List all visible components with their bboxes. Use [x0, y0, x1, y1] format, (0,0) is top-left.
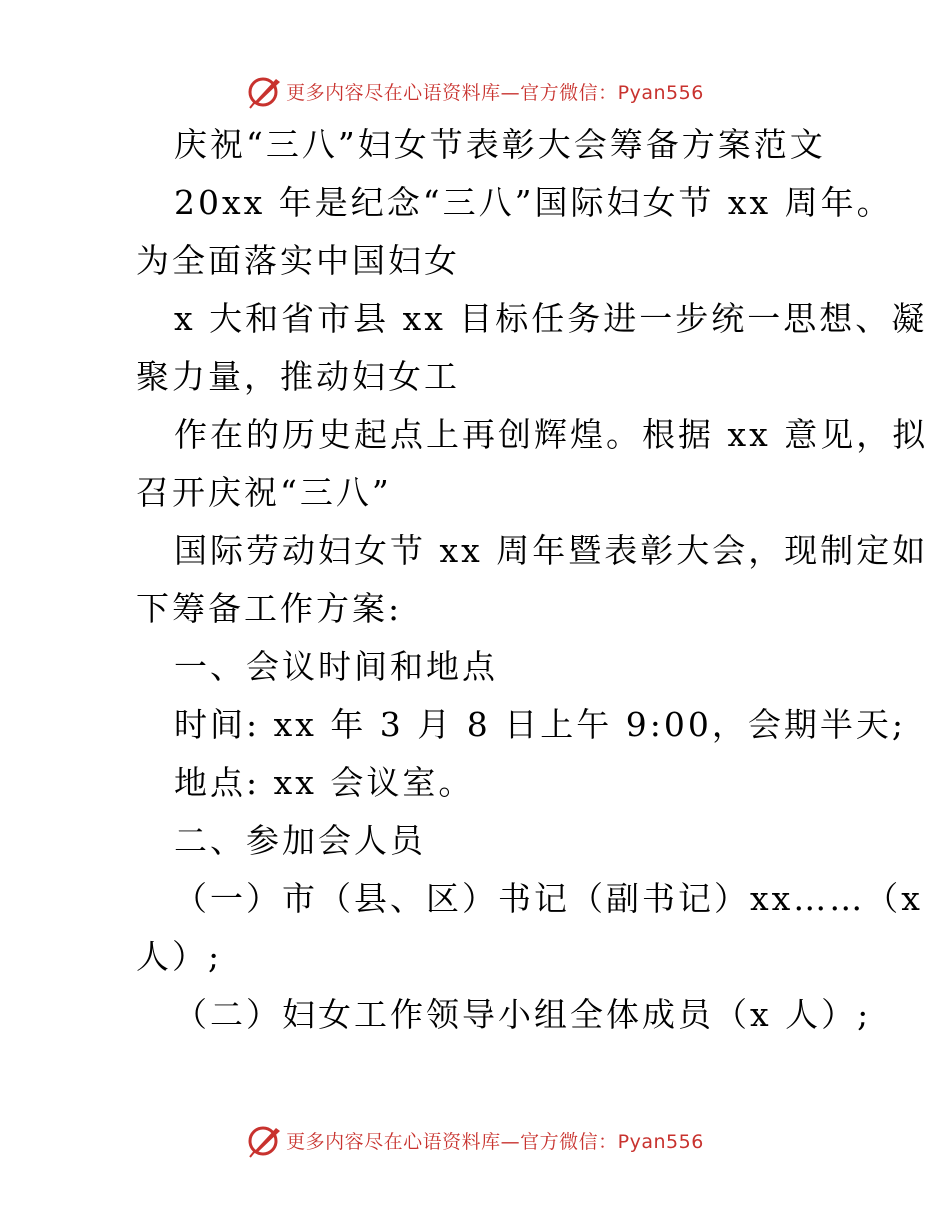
text-line: 人）;	[136, 937, 223, 976]
footer-banner-text: 更多内容尽在心语资料库—官方微信：Pyan556	[286, 1130, 704, 1153]
section-heading: 二、参加会人员	[174, 821, 426, 860]
text-line: 为全面落实中国妇女	[136, 241, 460, 280]
quill-pen-circle-icon	[246, 73, 284, 109]
document-title: 庆祝“三八”妇女节表彰大会筹备方案范文	[174, 125, 826, 164]
text-line: 国际劳动妇女节 xx 周年暨表彰大会，现制定如	[174, 531, 929, 570]
text-line: 时间: xx 年 3 月 8 日上午 9:00，会期半天;	[174, 705, 906, 744]
document-body	[98, 116, 929, 1044]
text-line: 聚力量，推动妇女工	[136, 357, 460, 396]
list-item: （一）市（县、区）书记（副书记）xx……（x	[174, 879, 923, 918]
text-line: 地点: xx 会议室。	[174, 763, 475, 802]
quill-pen-circle-icon	[246, 1122, 284, 1158]
section-heading: 一、会议时间和地点	[174, 647, 498, 686]
text-line: 20xx 年是纪念“三八”国际妇女节 xx 周年。	[174, 183, 893, 222]
text-line: 下筹备工作方案:	[136, 589, 403, 628]
list-item: （二）妇女工作领导小组全体成员（x 人）;	[174, 995, 872, 1034]
footer-banner	[0, 1120, 950, 1160]
text-line: x 大和省市县 xx 目标任务进一步统一思想、凝	[174, 299, 928, 338]
text-line: 作在的历史起点上再创辉煌。根据 xx 意见，拟	[174, 415, 929, 454]
header-banner-text: 更多内容尽在心语资料库—官方微信：Pyan556	[286, 81, 704, 104]
header-banner	[0, 71, 950, 111]
text-line: 召开庆祝“三八”	[136, 473, 392, 512]
